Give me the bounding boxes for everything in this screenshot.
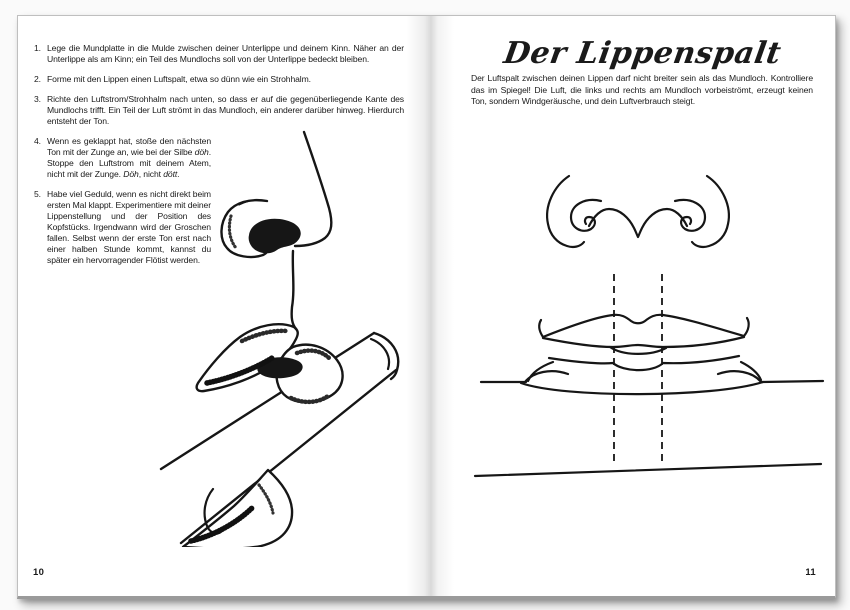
lip-aperture-diagram: [473, 160, 833, 490]
page-number-left: 10: [33, 567, 45, 578]
nose-outer-right: [692, 176, 729, 247]
philtrum-line: [292, 251, 296, 329]
lip-plate-line-right: [761, 381, 823, 382]
page-right: [454, 16, 850, 596]
item-number: 5.: [34, 189, 41, 199]
book-spread: [17, 15, 836, 599]
embouchure-profile-illustration: [141, 117, 441, 547]
nose-outer-left: [547, 176, 584, 247]
page-left: [18, 16, 426, 596]
intro-paragraph: Der Luftspalt zwischen deinen Lippen darf nicht breiter sein als das Mundloch. Kontrolliere das im Spiegel! Die Luft, die links und rechts am Mundloch vorbeiströmt, erzeugt keinen Ton, sondern Windgeräusche, und dein Luftverbrauch steigt.: [471, 73, 813, 106]
nose-wing-stipple: [229, 216, 236, 248]
nose-base-wave: [589, 209, 687, 237]
item-number: 2.: [34, 74, 41, 84]
nose-bridge: [295, 132, 331, 246]
item-text: Richte den Luftstrom/Strohhalm nach unten, so dass er auf die gegenüberliegende Kante des Mundlochs trifft. Ein Teil der Luft strömt in das Mundloch, ein anderer darüber hinweg. Hierdurch entsteht der Ton.: [47, 94, 404, 126]
embouchure-profile-svg: [141, 117, 441, 547]
lip-corner-left: [539, 320, 543, 337]
page-number-right: 11: [805, 567, 816, 578]
aperture-lens: [610, 347, 666, 354]
lip-bump-left: [525, 371, 568, 382]
page-title: Der Lippenspalt: [500, 36, 784, 71]
lip-aperture-svg: [473, 160, 833, 490]
item-number: 1.: [34, 43, 41, 53]
item-text: Habe viel Geduld, wenn es nicht direkt beim ersten Mal klappt. Experimentiere mit deiner Lippenstellung und der Position des Kopfstücks. Irgendwann wird der Groschen fallen. Selbst wenn der erste Ton erst nach einer halben Stunde kommt, kannst du später ein hervorragender Flötist werden.: [47, 189, 211, 265]
item-text: Lege die Mundplatte in die Mulde zwischen deiner Unterlippe und deinem Kinn. Näher an der Unterlippe als am Kinn; ein Teil des Mundlochs soll von der Unterlippe bedeckt bleiben.: [47, 43, 404, 64]
lower-lip-line: [549, 356, 739, 370]
item-number: 3.: [34, 94, 41, 104]
flute-body-line: [475, 464, 821, 476]
nostril-shadow: [249, 219, 301, 253]
instruction-item-2: [34, 74, 404, 85]
item-text: Forme mit den Lippen einen Luftspalt, etwa so dünn wie ein Strohhalm.: [47, 74, 311, 84]
item-text: Wenn es geklappt hat, stoße den nächsten Ton mit der Zunge an, wie bei der Silbe döh. Stoppe den Luftstrom mit deinem Atem, nicht mit der Zunge. Döh, nicht dött.: [47, 136, 211, 179]
chin: [183, 470, 292, 547]
mouth-line: [543, 337, 744, 347]
instruction-item-1: [34, 43, 404, 65]
item-number: 4.: [34, 136, 41, 146]
chin-plate-side-right: [741, 362, 761, 380]
right-page-column: [471, 16, 813, 108]
flute-endcap-inner: [371, 339, 389, 369]
lip-bump-right: [718, 371, 761, 382]
lower-lip-bottom-curve: [521, 382, 763, 394]
upper-lip-outline: [543, 315, 744, 337]
lip-corner-right: [744, 318, 749, 336]
